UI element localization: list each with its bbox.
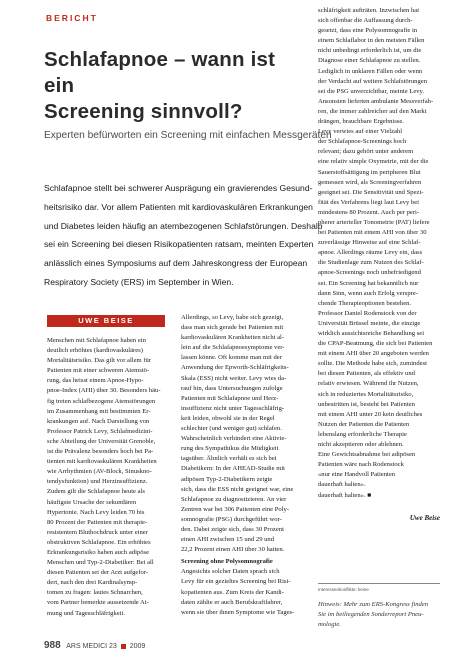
text-line: mit einem AHI über 20 angeboten werden xyxy=(318,350,429,358)
text-line: im Zusammenhang mit bestimmten Er- xyxy=(47,407,151,415)
text-line: ren, die immer zahlreicher auf den Markt xyxy=(318,107,427,115)
text-line: tomen zu fragen: lautes Schnarchen, xyxy=(47,589,143,597)
text-line: Lediglich in unklaren Fällen oder wenn xyxy=(318,67,423,75)
text-line: der Verdacht auf weitere Schlafstörungen xyxy=(318,77,427,85)
text-line: Diabetikern: In der AHEAD-Studie mit xyxy=(181,465,286,473)
text-line: mit einem AHI unter 20 kein deutliches xyxy=(318,410,423,418)
text-line: Erkrankungsrisiko haben auch adipöse xyxy=(47,548,149,556)
text-line: Diagnose einer Schlafapnoe zu stellen. xyxy=(318,57,421,65)
text-line: Patienten wäre nach Rodenstock xyxy=(318,461,404,469)
page-number: 988 xyxy=(44,640,61,651)
text-line: sich, dass die ESS nicht geeignet war, eine xyxy=(181,485,294,493)
text-line: keit leiden, obwohl sie in der Regel xyxy=(181,414,275,422)
text-line: Angesichts solcher Daten sprach sich xyxy=(181,568,280,576)
text-line: Universität Brüssel meinte, die einzige xyxy=(318,319,421,327)
text-line: dass man sich gerade bei Patienten mit xyxy=(181,324,284,332)
text-line: Mortalitätsrisiko. Das gilt vor allem für xyxy=(47,357,152,365)
text-line: Schlafapnoe zu diagnostizieren. An vier xyxy=(181,495,287,503)
text-line: sche Abteilung der Universität Grenoble, xyxy=(47,437,156,445)
text-line: rauf hin, dass Untersuchungen zufolge xyxy=(181,384,283,392)
text-line: sollte. Die Methode habe sich, zumindest xyxy=(318,360,427,368)
text-line: fität des Verfahrens liegt laut Levy bei xyxy=(318,198,419,206)
text-line: sei die PSG unverzichtbar, meinte Levy. xyxy=(318,87,425,95)
text-line: dann Sinn, wenn auch Erfolg verspre- xyxy=(318,289,418,297)
conflict-of-interest-note: Interessenkonflikte: keine xyxy=(318,587,369,592)
text-line: kopatienten aus. Zum Kreis der Kandi- xyxy=(181,588,284,596)
headline-line-1: Schlafapnoe – wann ist ein xyxy=(44,48,276,97)
text-line: Wahrscheinlich verhindert eine Aktivie- xyxy=(181,435,287,443)
column-2-paragraphs xyxy=(181,313,305,555)
text-line: apnoe. Allerdings räume Levy ein, dass xyxy=(318,249,423,257)
text-line: die Studienlage zum Nutzen des Schlaf- xyxy=(318,259,424,267)
text-line: drängen, brauchbare Ergebnisse. xyxy=(318,118,404,126)
text-line: Zudem gilt die Schlafapnoe heute als xyxy=(47,488,145,496)
text-line: Anwendung der Epworth-Schläfrigkeits- xyxy=(181,364,289,372)
article-headline xyxy=(44,47,294,125)
text-line: dauerhaft halten». ■ xyxy=(318,491,372,499)
text-line: mologie. xyxy=(318,621,341,629)
section-rubric: BERICHT xyxy=(46,13,98,23)
text-line: anlässlich eines Symposiums auf dem Jahreskongress der European xyxy=(44,258,308,269)
text-line: der Schlafapnoe-Screenings hoch xyxy=(318,138,407,146)
text-line: wenn sie über ihnen Symptome wie Tages- xyxy=(181,608,295,616)
journal-name: ARS MEDICI 23 xyxy=(66,643,117,650)
text-line: krankungen auf. Nach Darstellung von xyxy=(47,417,150,425)
text-line: Menschen und Typ-2-Diabetiker: Bei all xyxy=(47,559,154,567)
text-line: nicht akzeptieren oder ablehnen. xyxy=(318,441,404,449)
text-line: lebenslang erforderliche Therapie xyxy=(318,430,407,438)
text-line: deutlich erhöhtes (kardiovaskuläres) xyxy=(47,347,143,355)
text-line: Respiratory Society (ERS) im September in Wien. xyxy=(44,276,234,287)
text-line: einen AHI zwischen 15 und 29 und xyxy=(181,536,275,544)
text-line: Nutzen der Patienten die Patienten xyxy=(318,420,410,428)
headline-line-2: Screening sinnvoll? xyxy=(44,100,243,123)
text-line: heitsrisiko dar. Vor allem Patienten mit kardiovaskulären Erkrankungen xyxy=(44,201,313,212)
article-subheadline: Experten befürworten ein Screening mit einfachen Messgeräten xyxy=(44,130,332,141)
text-line: Levy verwies auf einer Vielzahl xyxy=(318,128,403,136)
author-byline: UWE BEISE xyxy=(47,315,165,327)
text-line: rung des Sympathikus die Müdigkeit xyxy=(181,445,279,453)
text-line: Levy für ein gezieltes Screening bei Risi- xyxy=(181,578,291,586)
text-line: sich offenbar die Auffassung durch- xyxy=(318,17,413,25)
text-line: den. Dabei zeigte sich, dass 30 Prozent xyxy=(181,525,284,533)
text-line: tienten mit kardiovaskulären Krankheiten xyxy=(47,458,157,466)
text-line: kardiovaskulären Krankheiten nicht al- xyxy=(181,334,285,342)
text-line: sei ein Screening bei diesen Risikopatienten ratsam, meinten Experten xyxy=(44,239,314,250)
author-signature: Uwe Beise xyxy=(409,513,440,522)
text-line: adipösen Typ-2-Diabetikern zeigte xyxy=(181,475,273,483)
text-line: daten zählte er auch Berufskraftfahrer, xyxy=(181,598,283,606)
article-lead xyxy=(44,179,323,292)
text-line: pnoe-Index (AHI) über 30. Besonders häu- xyxy=(47,387,161,395)
text-line: häufigste Ursache der sekundären xyxy=(47,498,137,506)
text-line: nicht unbedingt erforderlich ist, um die xyxy=(318,47,422,55)
text-line: schlechter (und weniger gut) schlafen. xyxy=(181,425,282,433)
hint-note xyxy=(318,600,440,630)
text-line: bei diesen Patienten, als effektiv und xyxy=(318,370,415,378)
text-line: Hypertonie. Nach Levy leiden 70 bis xyxy=(47,508,145,516)
text-line: Hinweis: Mehr zum ERS-Kongress finden xyxy=(318,601,429,608)
text-line: insuffizienz nicht unter Tagesschläfrig- xyxy=(181,404,285,412)
text-line: wirklich aussichtsreiche Behandlung sei xyxy=(318,330,425,337)
text-line: mindestens 80 Prozent. Auch per peri- xyxy=(318,208,420,216)
body-column-2 xyxy=(181,313,305,618)
column-3-paragraphs xyxy=(318,6,440,501)
text-line: Professor Daniel Rodenstock von der xyxy=(318,309,417,317)
journal-year: 2009 xyxy=(129,643,146,650)
text-line: chende Therapieoptionen bestehen. xyxy=(318,299,412,307)
text-line: «nur eine Handvoll Patienten xyxy=(318,471,396,479)
text-line: relevant; dazu gehört unter anderem xyxy=(318,148,414,156)
text-line: 80 Prozent der Patienten mit therapie- xyxy=(47,518,148,526)
text-line: fig treten schlafbezogene Atemstörungen xyxy=(47,397,156,405)
text-line: Patienten mit einer schweren Atemstö- xyxy=(47,367,150,375)
body-column-1 xyxy=(47,336,171,619)
text-line: Skala (ESS) nicht weiter. Levy wies da- xyxy=(181,374,287,382)
text-line: lassen könne. Oft komme man mit der xyxy=(181,354,282,362)
text-line: Eine Gewichtsabnahme bei adipösen xyxy=(318,451,416,459)
text-line: Ansonsten lieferten ambulante Messverfah- xyxy=(318,97,434,105)
text-line: mung und Tagesschläfrigkeit. xyxy=(47,609,125,617)
text-line: obstruktiven Schlafapnoe. Ein erhöhtes xyxy=(47,538,151,546)
text-line: unbestritten ist, besteht bei Patienten xyxy=(318,400,415,408)
text-line: und Diabetes leiden häufig an atembezogenen Schlafstörungen. Deshalb xyxy=(44,220,323,231)
text-line: Sie im beiliegenden Sonderreport Pneu- xyxy=(318,611,424,619)
body-column-3 xyxy=(318,6,440,523)
text-line: tagsüber. Ähnlich verhält es sich bei xyxy=(181,455,277,463)
text-line: dert, nach den drei Kardinalsymp- xyxy=(47,579,138,587)
text-line: wie Arrhythmien (AV-Block, Sinuskno- xyxy=(47,468,152,476)
page-footer xyxy=(44,640,145,651)
text-line: tendysfunktion) und Herzinsuffizienz. xyxy=(47,478,148,486)
text-line: Patienten mit Schlafapnoe und Herz- xyxy=(181,394,279,402)
text-line: Zentren war bei 306 Patienten eine Poly- xyxy=(181,505,290,513)
text-line: apnoe-Screenings noch unbefriedigend xyxy=(318,269,421,277)
text-line: dauerhaft halten». xyxy=(318,481,366,489)
text-line: somnografie (PSG) durchgeführt wor- xyxy=(181,515,282,523)
text-line: relativ erwiesen. Während ihr Nutzen, xyxy=(318,380,419,388)
text-line: sich in reduziertes Mortalitätsrisiko, xyxy=(318,390,414,398)
section-subhead: Screening ohne Polysomnografie xyxy=(181,558,273,566)
text-line: einem Schlaflabor in den meisten Fällen xyxy=(318,37,425,45)
text-line: Professor Patrick Levy, Schlafmedizini- xyxy=(47,427,153,435)
text-line: die CPAP-Beatmung, die sich bei Patienten xyxy=(318,340,433,348)
text-line: gesetzt, dass eine Polysomnografie in xyxy=(318,27,418,35)
text-line: Schlafapnoe stellt bei schwerer Ausprägung ein gravierendes Gesund- xyxy=(44,183,313,193)
text-line: zuverlässige Hinweise auf eine Schlaf- xyxy=(318,239,421,247)
text-line: vom Partner bemerkte aussetzende At- xyxy=(47,599,149,607)
text-line: gemessen wird, als Screeningverfahren xyxy=(318,178,422,186)
text-line: lein auf die Schlafapnoesymptome ver- xyxy=(181,344,285,352)
text-line: rung, das heisst einem Apnoe-Hypo- xyxy=(47,377,144,385)
text-line: 22,2 Prozent einen AHI über 30 hatten. xyxy=(181,546,285,554)
text-line: ist die Prävalenz besonders hoch bei Pa- xyxy=(47,448,154,456)
text-line: Menschen mit Schlafapnoe haben ein xyxy=(47,337,146,344)
text-line: diesen Patienten sei der Arzt aufgefor- xyxy=(47,569,149,577)
column-2-paragraphs-continued xyxy=(181,567,305,617)
text-line: schläfrigkeit aufträten. Inzwischen hat xyxy=(318,7,420,14)
text-line: geeignet sei. Die Sensitivität und Spezi- xyxy=(318,188,424,196)
text-line: sei. Ein Screening hat bekanntlich nur xyxy=(318,279,419,287)
footnote-divider xyxy=(318,583,440,584)
text-line: Allerdings, so Levy, habe sich gezeigt, xyxy=(181,314,284,321)
text-line: eine relativ simple Oxymetrie, mit der die xyxy=(318,158,429,166)
text-line: Sauerstoffsättigung im peripheren Blut xyxy=(318,168,421,176)
text-line: resistentem Bluthochdruck unter einer xyxy=(47,528,148,536)
square-bullet-icon xyxy=(121,644,126,649)
text-line: pherer arterieller Tonometrie (PAT) liefere xyxy=(318,218,430,226)
text-line: bei Patienten mit einem AHI von über 30 xyxy=(318,229,427,237)
